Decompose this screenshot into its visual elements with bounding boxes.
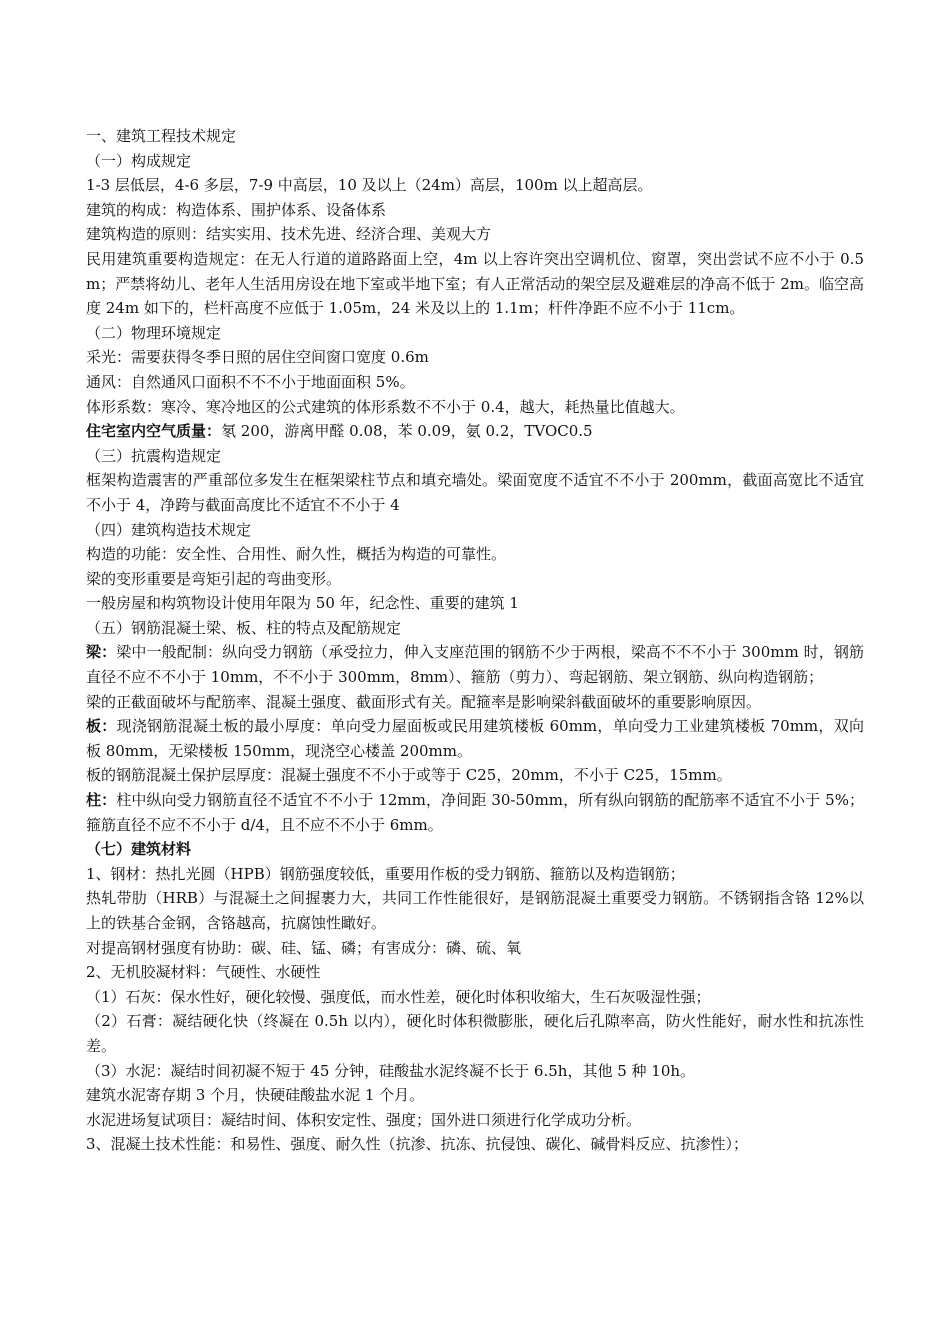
paragraph: 2、无机胶凝材料：气硬性、水硬性 — [86, 963, 321, 982]
paragraph: 建筑的构成：构造体系、围护体系、设备体系 — [86, 200, 387, 219]
bold-lead: 梁： — [86, 643, 117, 662]
paragraph: 梁的正截面破坏与配筋率、混凝土强度、截面形式有关。配箍率是影响梁斜截面破坏的重要影响原因。 — [86, 692, 762, 711]
paragraph: 对提高钢材强度有协助：碳、硅、锰、磷；有害成分：磷、硫、氧 — [86, 938, 522, 957]
paragraph: 体形系数：寒冷、寒冷地区的公式建筑的体形系数不不小于 0.4，越大，耗热量比值越大。 — [86, 397, 685, 416]
bold-lead: （七）建筑材料 — [86, 840, 192, 859]
bold-lead: 住宅室内空气质量： — [86, 422, 222, 441]
section-heading: （四）建筑构造技术规定 — [86, 520, 252, 539]
paragraph: 构造的功能：安全性、合用性、耐久性，概括为构造的可靠性。 — [86, 545, 507, 564]
paragraph: 柱：柱中纵向受力钢筋直径不适宜不不小于 12mm，净间距 30-50mm，所有纵向钢筋的配筋率不适宜不小于 5%；箍筋直径不应不不小于 d/4，且不应不不小于 6mm。 — [86, 791, 864, 834]
paragraph: 民用建筑重要构造规定：在无人行道的道路路面上空，4m 以上容许突出空调机位、窗罩，突出尝试不应不小于 0.5m；严禁将幼儿、老年人生活用房设在地下室或半地下室；有人正常活动的架空层及避难层的净高不低于 2m。临空高度 24m 如下的，栏杆高度不应低于 1.05m，24 米及以上的 1.1m；杆件净距不应不小于 11cm。 — [86, 249, 864, 318]
section-heading — [86, 837, 864, 862]
paragraph: 板：现浇钢筋混凝土板的最小厚度：单向受力屋面板或民用建筑楼板 60mm，单向受力工业建筑楼板 70mm，双向板 80mm，无梁楼板 150mm，现浇空心楼盖 200mm。 — [86, 717, 864, 760]
section-heading: （一）构成规定 — [86, 151, 192, 170]
paragraph: 1、钢材：热扎光圆（HPB）钢筋强度较低，重要用作板的受力钢筋、箍筋以及构造钢筋； — [86, 864, 685, 883]
paragraph: （2）石膏：凝结硬化快（终凝在 0.5h 以内），硬化时体积微膨胀，硬化后孔隙率高，防火性能好，耐水性和抗冻性差。 — [86, 1012, 864, 1055]
bold-lead: 板： — [86, 717, 117, 736]
bold-lead: 柱： — [86, 791, 117, 810]
paragraph: （1）石灰：保水性好，硬化较慢、强度低，而水性差，硬化时体积收缩大，生石灰吸湿性强； — [86, 987, 711, 1006]
paragraph: 建筑构造的原则：结实实用、技术先进、经济合理、美观大方 — [86, 225, 492, 244]
paragraph: 住宅室内空气质量：氡 200，游离甲醛 0.08，苯 0.09，氨 0.2，TVOC0.5 — [86, 422, 593, 441]
paragraph: （3）水泥：凝结时间初凝不短于 45 分钟，硅酸盐水泥终凝不长于 6.5h，其他 5 种 10h。 — [86, 1061, 696, 1080]
section-heading: （三）抗震构造规定 — [86, 446, 222, 465]
paragraph: 水泥进场复试项目：凝结时间、体积安定性、强度；国外进口须进行化学成功分析。 — [86, 1110, 642, 1129]
paragraph: 梁：梁中一般配制：纵向受力钢筋（承受拉力，伸入支座范围的钢筋不少于两根，梁高不不不小于 300mm 时，钢筋直径不应不不小于 10mm，不不小于 300mm，8mm）、箍筋（剪力）、弯起钢筋、架立钢筋、纵向构造钢筋； — [86, 643, 864, 687]
section-heading: （五）钢筋混凝土梁、板、柱的特点及配筋规定 — [86, 618, 402, 637]
paragraph: 1-3 层低层，4-6 多层，7-9 中高层，10 及以上（24m）高层，100m 以上超高层。 — [86, 176, 653, 195]
paragraph: 一般房屋和构筑物设计使用年限为 50 年，纪念性、重要的建筑 1 — [86, 594, 519, 613]
paragraph: 热轧带肋（HRB）与混凝土之间握裹力大，共同工作性能很好，是钢筋混凝土重要受力钢筋。不锈钢指含铬 12%以上的铁基合金钢，含铬越高，抗腐蚀性瞰好。 — [86, 889, 864, 932]
paragraph: 框架构造震害的严重部位多发生在框架梁柱节点和填充墙处。梁面宽度不适宜不不小于 200mm，截面高宽比不适宜不小于 4，净跨与截面高度比不适宜不不小于 4 — [86, 471, 864, 514]
section-heading: （二）物理环境规定 — [86, 323, 222, 342]
paragraph: 3、混凝土技术性能：和易性、强度、耐久性（抗渗、抗冻、抗侵蚀、碳化、碱骨料反应、抗渗性）； — [86, 1135, 749, 1154]
paragraph: 建筑水泥寄存期 3 个月，快硬硅酸盐水泥 1 个月。 — [86, 1086, 425, 1105]
paragraph: 板的钢筋混凝土保护层厚度：混凝土强度不不小于或等于 C25，20mm，不小于 C25，15mm。 — [86, 766, 732, 785]
paragraph: 采光：需要获得冬季日照的居住空间窗口宽度 0.6m — [86, 348, 429, 367]
paragraph: 梁的变形重要是弯矩引起的弯曲变形。 — [86, 569, 342, 588]
paragraph: 通风：自然通风口面积不不不小于地面面积 5%。 — [86, 372, 415, 391]
heading-1: 一、建筑工程技术规定 — [86, 127, 237, 145]
